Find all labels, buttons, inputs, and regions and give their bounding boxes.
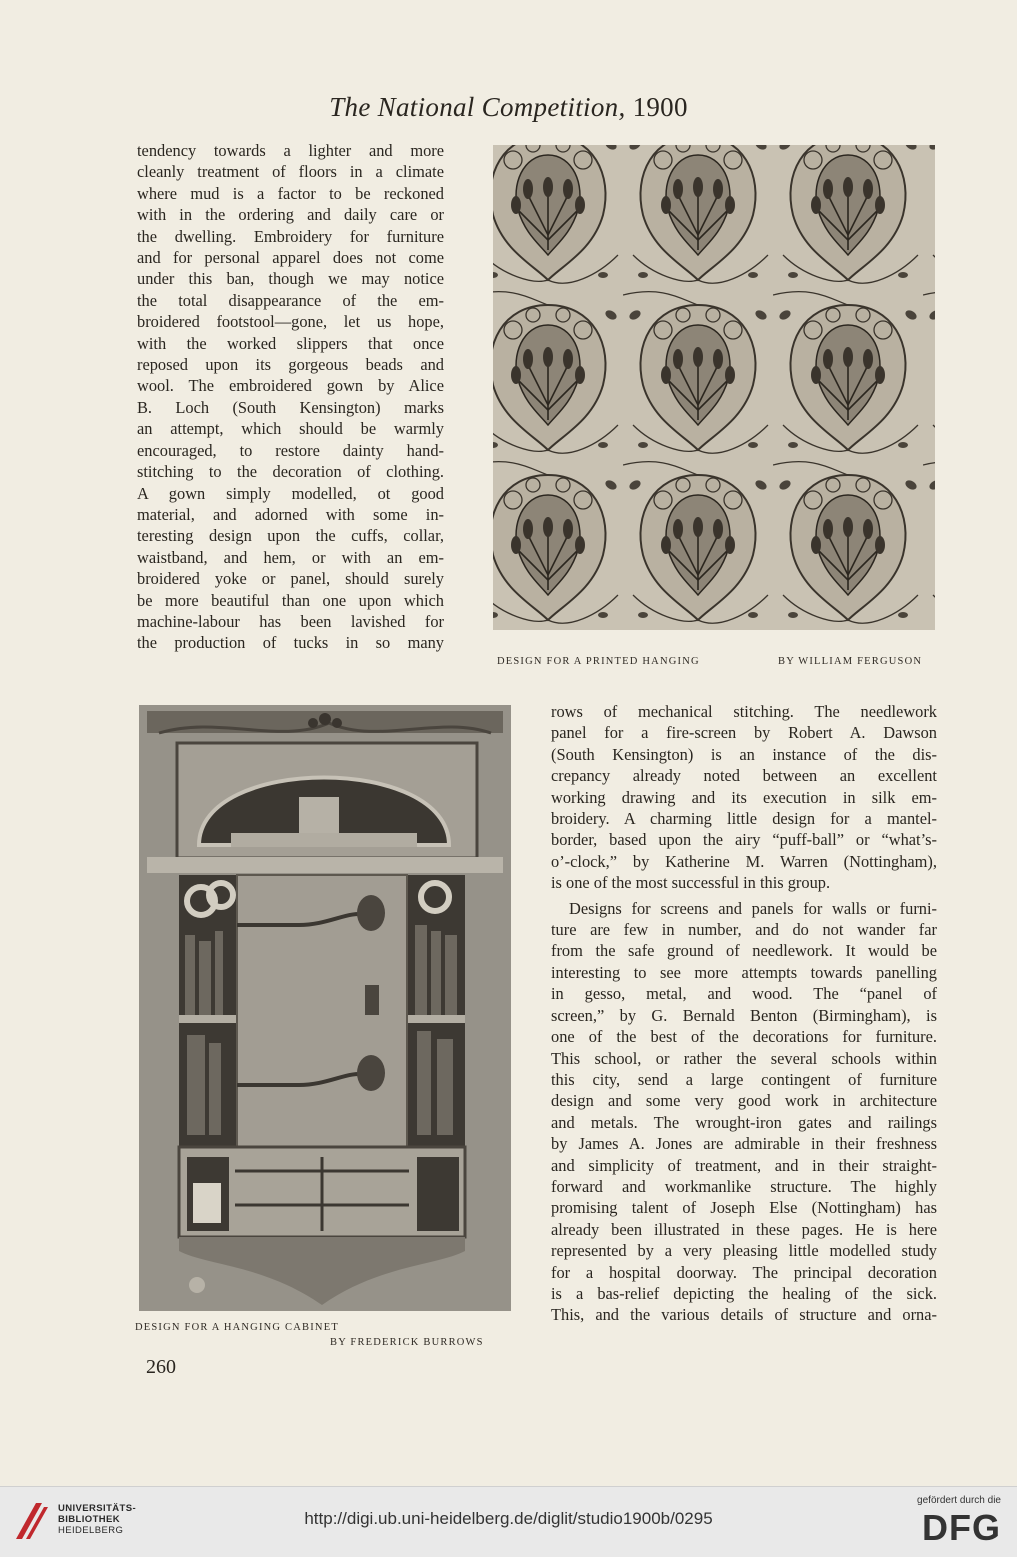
text-line: reposed upon its gorgeous beads and [137,355,444,375]
text-line: border, based upon the airy “puff-ball” or “what’s- [551,830,937,850]
dfg-logo: DFG [922,1507,1001,1548]
running-title-italic: The National Competition, [329,92,626,122]
library-name-line2: BIBLIOTHEK [58,1514,121,1525]
text-line: in gesso, metal, and wood. The “panel of [551,984,937,1004]
text-line: B. Loch (South Kensington) marks [137,397,444,417]
caption-hanging-title: DESIGN FOR A PRINTED HANGING [497,656,700,667]
text-line: tendency towards a lighter and more [137,141,444,160]
paragraph [551,701,937,894]
text-line: cleanly treatment of floors in a climate [137,162,444,182]
hanging-cabinet-illustration [139,705,511,1311]
text-line: from the safe ground of needlework. It would be [551,941,937,961]
text-line: and simplicity of treatment, and in their straight- [551,1155,937,1175]
text-line: wool. The embroidered gown by Alice [137,376,444,396]
left-text-column [137,140,444,654]
text-line: (South Kensington) is an instance of the dis- [551,744,937,764]
text-line: teresting design upon the cuffs, collar, [137,526,444,546]
page-number: 260 [146,1356,176,1378]
text-line: this city, send a large contingent of furniture [551,1069,937,1089]
caption-cabinet-title: DESIGN FOR A HANGING CABINET [135,1322,339,1333]
text-line: where mud is a factor to be reckoned [137,183,444,203]
text-line: broidered footstool—gone, let us hope, [137,312,444,332]
text-line: promising talent of Joseph Else (Nottingham) has [551,1198,937,1218]
text-line: is a bas-relief depicting the healing of the sick. [551,1283,937,1303]
text-line: ture are few in number, and do not wander far [551,920,937,940]
library-name-line3: HEIDELBERG [58,1525,124,1536]
text-line: material, and adorned with some in- [137,504,444,524]
text-line: be more beautiful than one upon which [137,590,444,610]
funded-by-label: gefördert durch die [917,1495,1001,1506]
caption-hanging-author: BY WILLIAM FERGUSON [778,656,923,667]
text-line: for a hospital doorway. The principal decoration [551,1262,937,1282]
text-line: Designs for screens and panels for walls or furni- [569,898,937,918]
text-line: broidered yoke or panel, should surely [137,569,444,589]
running-title [0,92,1017,123]
printed-hanging-illustration [493,145,935,630]
text-line: A gown simply modelled, ot good [137,483,444,503]
right-text-column [551,701,937,1326]
text-line: o’-clock,” by Katherine M. Warren (Nottingham), [551,851,937,871]
library-name-line1: UNIVERSITÄTS- [58,1503,137,1514]
text-line: an attempt, which should be warmly [137,419,444,439]
text-line: working drawing and its execution in silk em- [551,787,937,807]
caption-cabinet-author: BY FREDERICK BURROWS [330,1337,484,1348]
text-line: the production of tucks in so many [137,633,444,653]
text-line: interesting to see more attempts towards panelling [551,962,937,982]
permalink-url[interactable]: http://digi.ub.uni-heidelberg.de/diglit/studio1900b/0295 [304,1509,713,1528]
text-line: and for personal apparel does not come [137,248,444,268]
text-line: encouraged, to restore dainty hand- [137,440,444,460]
text-line: is one of the most successful in this group. [551,873,831,893]
text-line: by James A. Jones are admirable in their freshness [551,1134,937,1154]
digital-library-footer [0,1486,1017,1557]
text-line: stitching to the decoration of clothing. [137,462,444,482]
text-line: the total disappearance of the em- [137,290,444,310]
text-line: under this ban, though we may notice [137,269,444,289]
text-line: broidery. A charming little design for a mantel- [551,809,937,829]
paragraph [551,898,937,1326]
text-line: forward and workmanlike structure. The highly [551,1176,937,1196]
text-line: waistband, and hem, or with an em- [137,547,444,567]
text-line: design and some very good work in architecture [551,1091,937,1111]
text-line: screen,” by G. Bernald Benton (Birmingham), is [551,1005,937,1025]
text-line: crepancy already noted between an excellent [551,766,937,786]
text-line: represented by a very pleasing little modelled study [551,1241,937,1261]
text-line: already been illustrated in these pages. He is here [551,1219,937,1239]
running-title-year: 1900 [632,92,688,122]
text-line: one of the best of the decorations for furniture. [551,1027,937,1047]
text-line: and metals. The wrought-iron gates and railings [551,1112,937,1132]
text-line: panel for a fire-screen by Robert A. Dawson [551,723,937,743]
text-line: machine-labour has been lavished for [137,611,444,631]
text-line: rows of mechanical stitching. The needlework [551,702,937,721]
text-line: This school, or rather the several schools within [551,1048,937,1068]
text-line: with the worked slippers that once [137,333,444,353]
text-line: with in the ordering and daily care or [137,205,444,225]
text-line: This, and the various details of structure and orna- [551,1305,937,1325]
text-line: the dwelling. Embroidery for furniture [137,226,444,246]
